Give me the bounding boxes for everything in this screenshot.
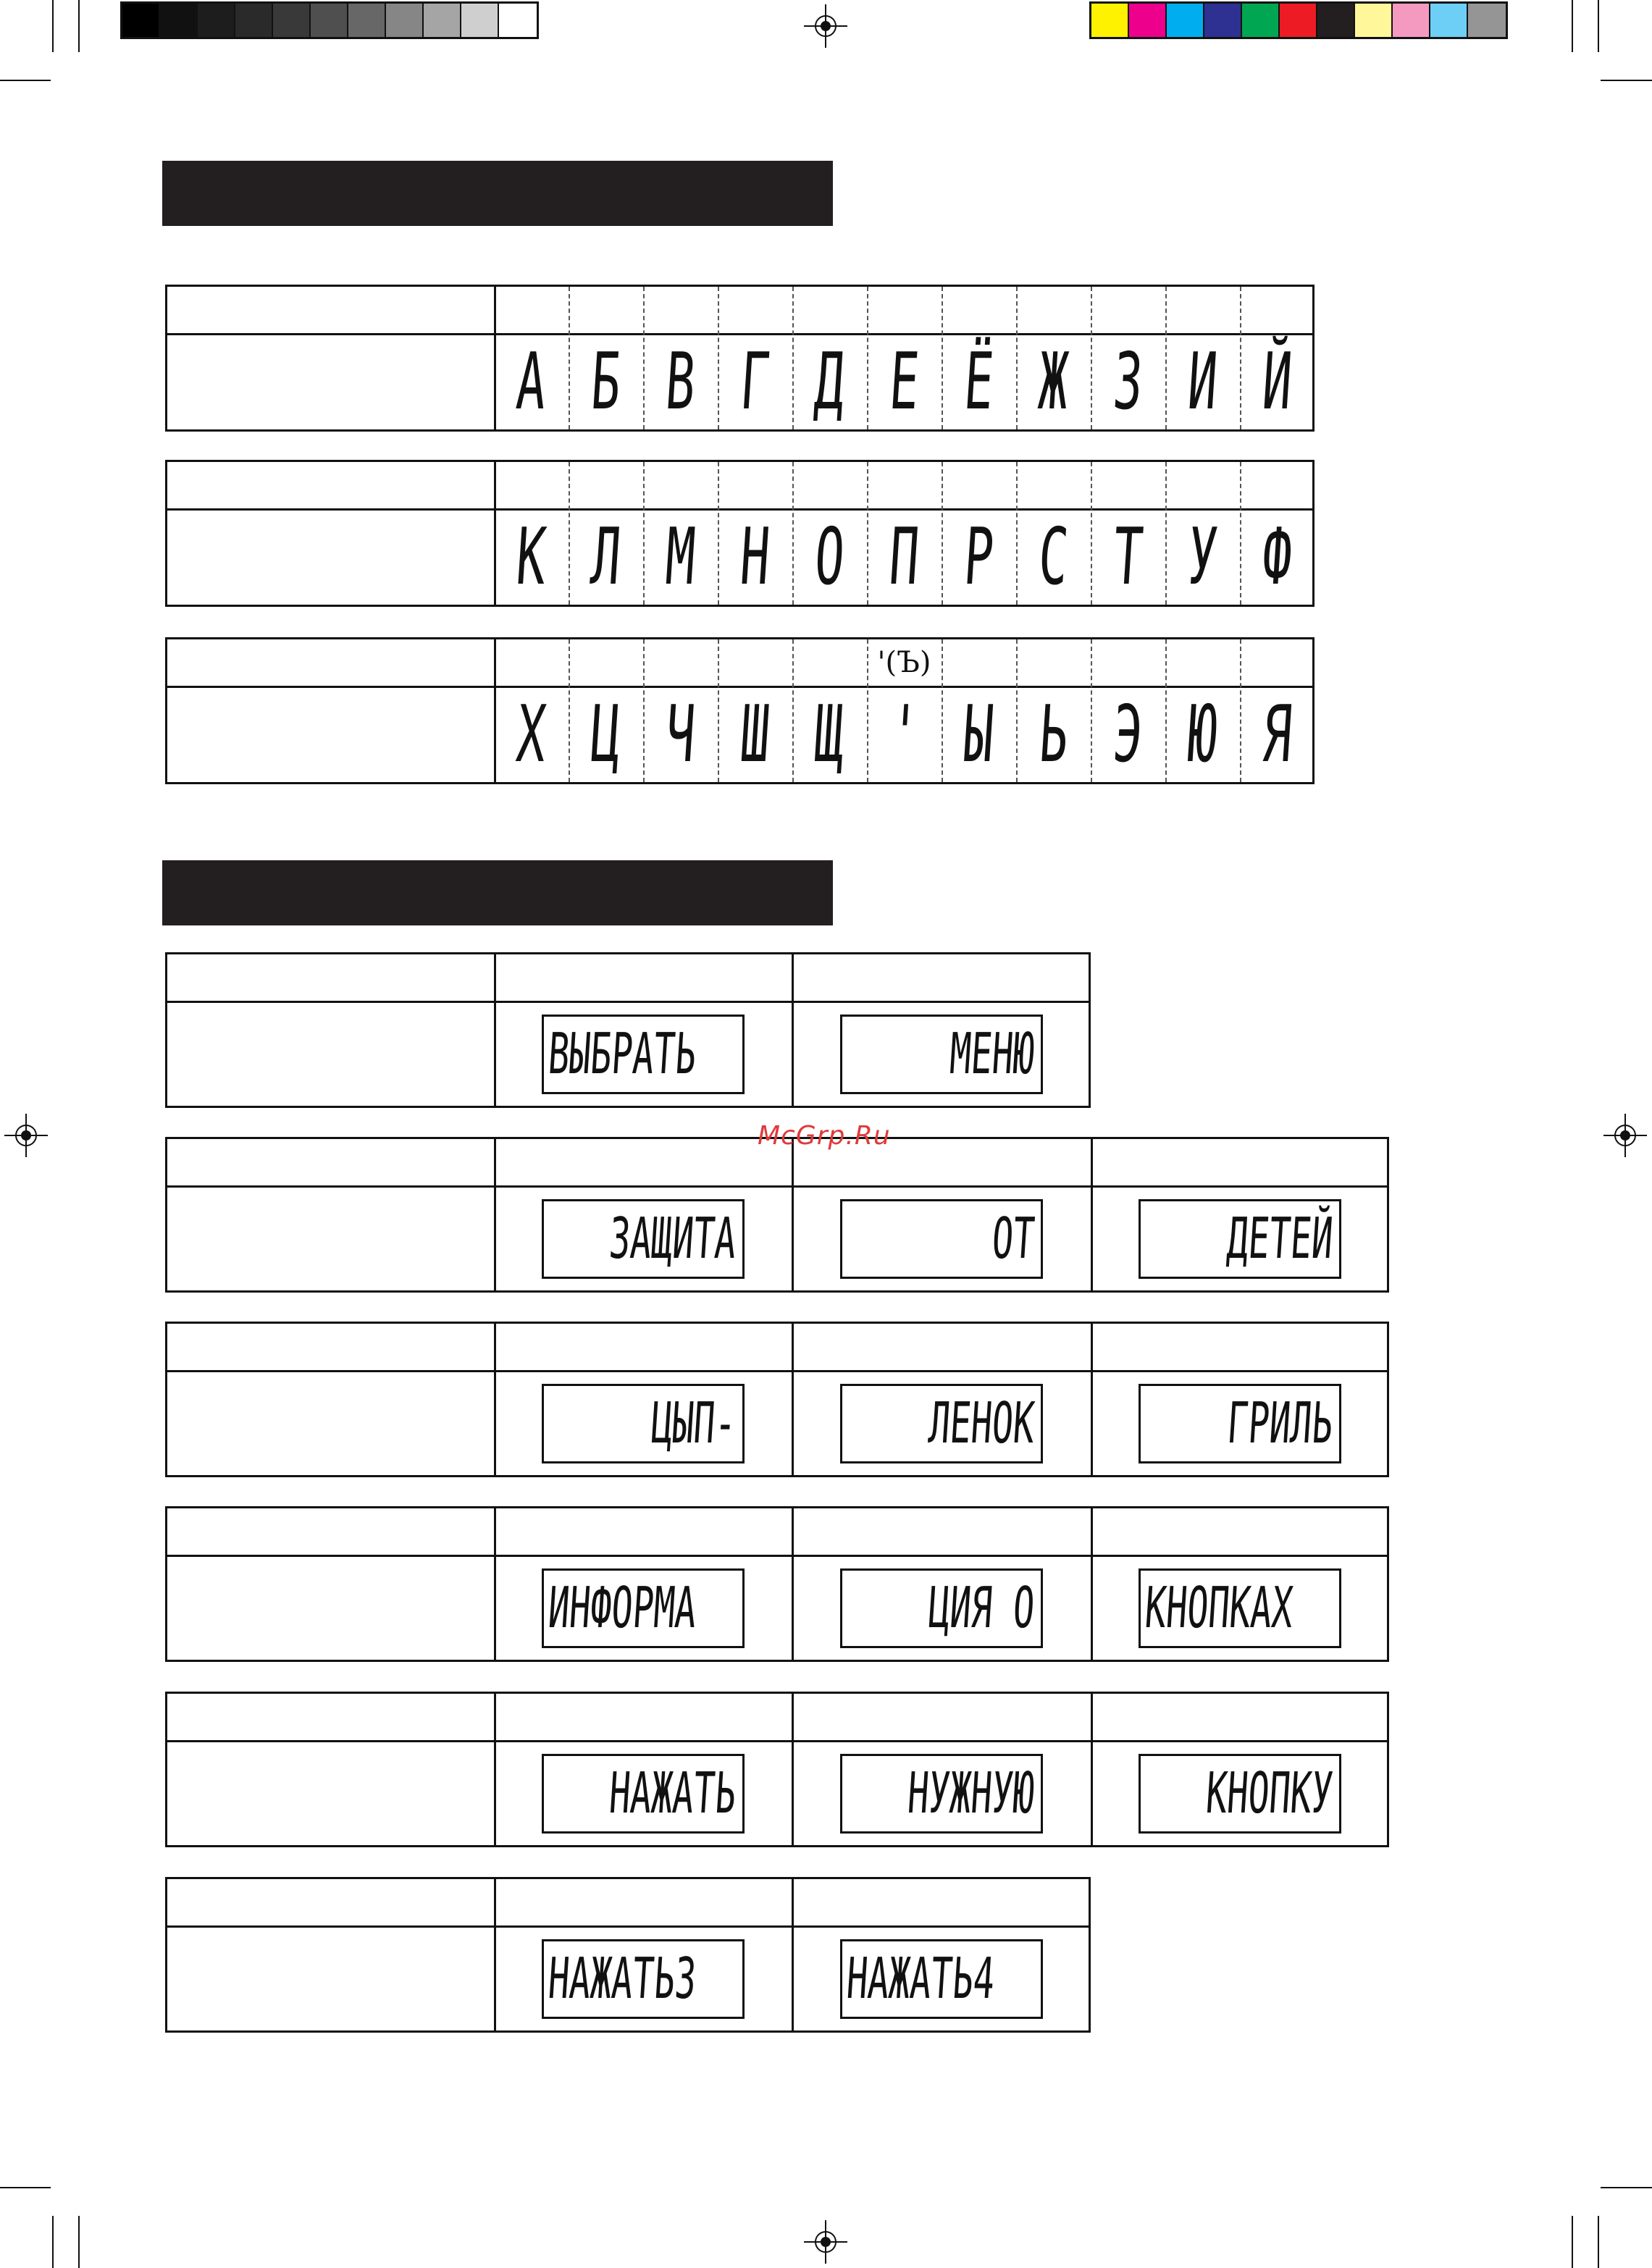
lcd-display <box>1139 1754 1341 1834</box>
character-header-cell <box>942 462 1016 508</box>
table-rule <box>792 1139 794 1290</box>
color-swatch <box>1091 4 1129 37</box>
lcd-display-text: ЦИЯ О <box>926 1576 1036 1641</box>
segment-glyph-cell <box>643 511 718 605</box>
segment-glyph-cell <box>1091 511 1165 605</box>
lcd-display-text: ИНФОРМА <box>545 1576 698 1641</box>
display-table-block <box>165 1692 1389 1847</box>
color-swatch <box>499 4 537 37</box>
segment-glyph-cell <box>1091 335 1165 429</box>
character-header-cell <box>569 639 643 686</box>
segment-glyph: Ю <box>1185 689 1220 780</box>
segment-glyph-cell <box>569 335 643 429</box>
lcd-display-text: КНОПКУ <box>1204 1761 1336 1826</box>
crop-mark <box>0 2187 51 2188</box>
table-rule <box>1091 1139 1093 1290</box>
crop-mark <box>78 0 80 52</box>
segment-glyph-cell <box>792 688 867 782</box>
segment-glyph: Й <box>1259 337 1295 427</box>
lcd-display <box>840 1568 1043 1648</box>
color-swatch <box>311 4 348 37</box>
crop-mark <box>1601 2187 1652 2188</box>
registration-mark-icon <box>804 4 847 48</box>
crop-mark <box>1598 0 1599 52</box>
lcd-display-text: НАЖАТЬ4 <box>844 1946 997 2012</box>
segment-glyph: П <box>886 512 922 602</box>
table-rule <box>494 1139 496 1290</box>
crop-mark <box>52 2216 54 2268</box>
watermark: McGrp.Ru <box>758 1121 891 1151</box>
segment-glyph-cell <box>867 688 942 782</box>
grayscale-color-bar <box>120 1 539 39</box>
segment-glyph-cell <box>942 511 1016 605</box>
segment-glyph: Щ <box>812 689 847 780</box>
color-swatch <box>235 4 273 37</box>
character-header-cell <box>1240 639 1315 686</box>
section-header-bar <box>162 860 833 925</box>
lcd-display-text: НАЖАТЬ <box>607 1761 738 1826</box>
segment-glyph-cell <box>1091 688 1165 782</box>
segment-glyph-cell <box>718 688 792 782</box>
lcd-display-text: ЦЫП- <box>649 1391 738 1456</box>
color-swatch <box>1430 4 1468 37</box>
lcd-display <box>840 1939 1043 2019</box>
color-swatch <box>1204 4 1242 37</box>
color-swatch <box>273 4 311 37</box>
segment-glyph-cell <box>1016 688 1091 782</box>
segment-glyph: М <box>663 512 698 602</box>
segment-glyph-cell <box>792 335 867 429</box>
table-rule <box>1091 1324 1093 1475</box>
character-header-cell <box>569 287 643 333</box>
lcd-display-text: ВЫБРАТЬ <box>545 1022 698 1087</box>
lcd-display <box>542 1199 745 1279</box>
character-header-cell <box>1240 462 1315 508</box>
character-header-cell <box>942 639 1016 686</box>
segment-glyph: В <box>663 337 698 427</box>
character-header-cell <box>867 462 942 508</box>
segment-glyph: Ф <box>1259 512 1295 602</box>
segment-glyph: Р <box>961 512 997 602</box>
segment-glyph-cell <box>1240 688 1315 782</box>
segment-glyph-cell <box>792 511 867 605</box>
table-rule <box>167 1925 1089 1928</box>
character-header-cell <box>1091 639 1165 686</box>
lcd-display <box>840 1015 1043 1094</box>
table-rule <box>792 954 794 1106</box>
lcd-display-text: МЕНЮ <box>947 1022 1036 1087</box>
character-header-cell <box>643 639 718 686</box>
character-header-cell <box>942 287 1016 333</box>
color-swatch <box>198 4 235 37</box>
color-swatch <box>386 4 424 37</box>
character-header-cell <box>1091 287 1165 333</box>
table-rule <box>494 1508 496 1660</box>
color-swatch <box>1468 4 1506 37</box>
lcd-display-text: КНОПКАХ <box>1143 1576 1295 1641</box>
segment-glyph: У <box>1185 512 1220 602</box>
table-rule <box>792 1879 794 2030</box>
color-swatch <box>461 4 499 37</box>
color-swatch <box>122 4 160 37</box>
segment-glyph: Я <box>1259 689 1295 780</box>
segment-glyph: A <box>513 337 549 427</box>
lcd-display <box>1139 1199 1341 1279</box>
character-table-block <box>165 460 1315 607</box>
table-rule <box>494 1694 496 1845</box>
display-table-block <box>165 1877 1091 2033</box>
lcd-display-text: ЛЕНОК <box>926 1391 1036 1456</box>
segment-glyph-cell <box>569 511 643 605</box>
segment-glyph-cell <box>718 511 792 605</box>
color-swatch <box>1355 4 1393 37</box>
segment-glyph-cell <box>942 688 1016 782</box>
crop-mark <box>1601 80 1652 81</box>
crop-mark <box>52 0 54 52</box>
segment-glyph-cell <box>1240 511 1315 605</box>
segment-glyph-cell <box>867 335 942 429</box>
segment-glyph: Ш <box>737 689 773 780</box>
crop-mark <box>1572 2216 1573 2268</box>
character-header-cell <box>1165 287 1240 333</box>
character-header-cell <box>1016 287 1091 333</box>
color-swatch <box>348 4 386 37</box>
lcd-display <box>542 1568 745 1648</box>
character-header-cell <box>494 287 569 333</box>
character-header-cell <box>1091 462 1165 508</box>
lcd-display <box>840 1384 1043 1463</box>
segment-glyph-cell <box>494 688 569 782</box>
character-header-cell <box>494 462 569 508</box>
crop-mark <box>1572 0 1573 52</box>
segment-glyph: ' <box>886 689 922 780</box>
segment-glyph: К <box>513 512 549 602</box>
segment-glyph: Н <box>737 512 773 602</box>
display-table-block <box>165 1506 1389 1662</box>
character-header-cell <box>718 462 792 508</box>
segment-glyph-cell <box>1165 688 1240 782</box>
lcd-display-text: ОТ <box>989 1206 1036 1272</box>
segment-glyph: И <box>1185 337 1220 427</box>
character-header-cell <box>718 639 792 686</box>
character-table-block <box>165 285 1315 432</box>
segment-glyph: Г <box>737 337 773 427</box>
character-table-block <box>165 637 1315 784</box>
table-rule <box>494 1879 496 2030</box>
segment-glyph: Ь <box>1036 689 1071 780</box>
lcd-display <box>1139 1568 1341 1648</box>
segment-glyph: Т <box>1110 512 1146 602</box>
segment-glyph: Ы <box>961 689 997 780</box>
lcd-display-text: НАЖАТЬЗ <box>545 1946 698 2012</box>
table-rule <box>167 1740 1387 1742</box>
character-header-cell <box>718 287 792 333</box>
table-rule <box>792 1694 794 1845</box>
process-color-bar <box>1089 1 1508 39</box>
crop-mark <box>78 2216 80 2268</box>
color-swatch <box>1317 4 1355 37</box>
registration-mark-icon <box>1603 1114 1647 1157</box>
registration-mark-icon <box>804 2220 847 2264</box>
character-header-cell <box>1165 462 1240 508</box>
lcd-display <box>840 1754 1043 1834</box>
segment-glyph-cell <box>1165 511 1240 605</box>
segment-glyph: О <box>812 512 847 602</box>
lcd-display-text: ГРИЛЬ <box>1225 1391 1336 1456</box>
lcd-display <box>542 1384 745 1463</box>
lcd-display <box>542 1015 745 1094</box>
crop-mark <box>1598 2216 1599 2268</box>
segment-glyph: З <box>1110 337 1146 427</box>
lcd-display-text: НУЖНУЮ <box>905 1761 1036 1826</box>
character-header-cell <box>867 287 942 333</box>
character-header-cell <box>494 639 569 686</box>
character-header-cell <box>1240 287 1315 333</box>
color-swatch <box>1280 4 1317 37</box>
segment-glyph: Ё <box>961 337 997 427</box>
table-rule <box>167 1555 1387 1557</box>
color-swatch <box>160 4 198 37</box>
segment-glyph: Ц <box>588 689 624 780</box>
display-table-block <box>165 1137 1389 1293</box>
character-header-cell <box>1016 639 1091 686</box>
segment-glyph-cell <box>942 335 1016 429</box>
table-rule <box>167 1370 1387 1372</box>
character-header-cell <box>569 462 643 508</box>
segment-glyph-cell <box>867 511 942 605</box>
table-rule <box>167 1185 1387 1188</box>
table-rule <box>1091 1694 1093 1845</box>
lcd-display-text: ДЕТЕЙ <box>1225 1206 1336 1272</box>
color-swatch <box>424 4 461 37</box>
character-header-cell <box>643 462 718 508</box>
segment-glyph-cell <box>1016 335 1091 429</box>
character-header-cell <box>1016 462 1091 508</box>
lcd-display <box>542 1754 745 1834</box>
segment-glyph: Э <box>1110 689 1146 780</box>
segment-glyph: Е <box>886 337 922 427</box>
character-header-cell <box>792 639 867 686</box>
segment-glyph-cell <box>718 335 792 429</box>
color-swatch <box>1393 4 1430 37</box>
display-table-block <box>165 1322 1389 1477</box>
segment-glyph-cell <box>1165 335 1240 429</box>
segment-glyph-cell <box>1240 335 1315 429</box>
segment-glyph-cell <box>643 335 718 429</box>
segment-glyph: Ж <box>1036 337 1071 427</box>
character-header-cell <box>867 639 942 686</box>
display-table-block <box>165 952 1091 1108</box>
section-header-bar <box>162 161 833 226</box>
color-swatch <box>1129 4 1167 37</box>
character-header-cell <box>792 462 867 508</box>
character-header-cell <box>643 287 718 333</box>
registration-mark-icon <box>4 1114 48 1157</box>
table-rule <box>167 1001 1089 1003</box>
table-rule <box>792 1508 794 1660</box>
lcd-display <box>542 1939 745 2019</box>
segment-glyph: Х <box>513 689 549 780</box>
segment-glyph-cell <box>494 511 569 605</box>
segment-glyph-cell <box>494 335 569 429</box>
segment-glyph: С <box>1036 512 1071 602</box>
lcd-display <box>840 1199 1043 1279</box>
segment-glyph: Л <box>588 512 624 602</box>
character-header-label: '(Ъ) <box>877 646 931 679</box>
table-rule <box>494 954 496 1106</box>
crop-mark <box>0 80 51 81</box>
table-rule <box>1091 1508 1093 1660</box>
segment-glyph: Д <box>812 337 847 427</box>
color-swatch <box>1167 4 1204 37</box>
character-header-cell <box>792 287 867 333</box>
segment-glyph: Б <box>588 337 624 427</box>
character-header-cell <box>1165 639 1240 686</box>
color-swatch <box>1242 4 1280 37</box>
segment-glyph-cell <box>643 688 718 782</box>
segment-glyph-cell <box>1016 511 1091 605</box>
segment-glyph-cell <box>569 688 643 782</box>
table-rule <box>792 1324 794 1475</box>
segment-glyph: Ч <box>663 689 698 780</box>
lcd-display-text: ЗАЩИТА <box>607 1206 738 1272</box>
lcd-display <box>1139 1384 1341 1463</box>
table-rule <box>494 1324 496 1475</box>
